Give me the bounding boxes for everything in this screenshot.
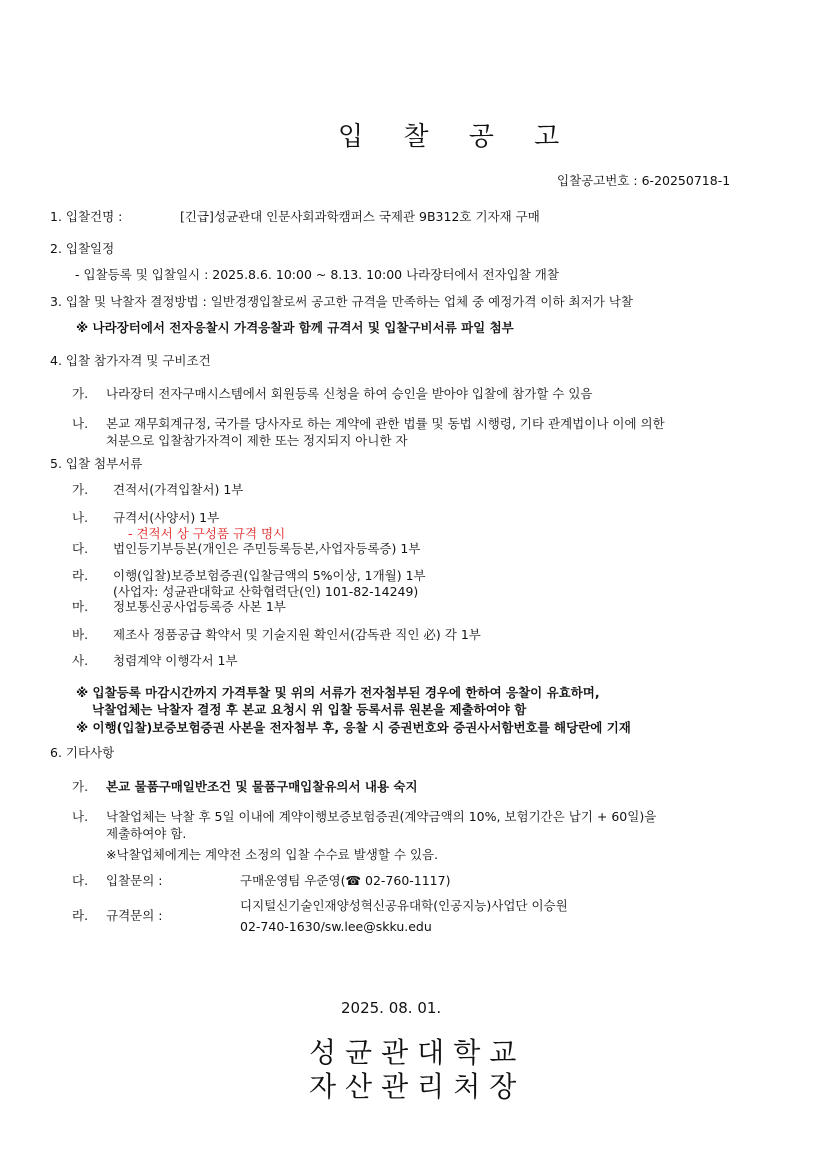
item-label: 다. (72, 873, 89, 888)
section-4-heading: 4. 입찰 참가자격 및 구비조건 (50, 353, 211, 368)
item-label: 사. (72, 653, 89, 668)
misc-item: 본교 물품구매일반조건 및 물품구매입찰유의서 내용 숙지 (106, 779, 418, 794)
issuer-university: 성균관대학교 (309, 1036, 526, 1069)
item-label: 라. (72, 568, 89, 583)
item-label: 나. (72, 416, 89, 431)
item-label: 가. (72, 482, 89, 497)
qualification-item: 본교 재무회계규정, 국가를 당사자로 하는 계약에 관한 법률 및 동법 시행령, 기타 관계법이나 이에 의한 (106, 416, 665, 431)
section-5-heading: 5. 입찰 첨부서류 (50, 456, 143, 471)
notice-date: 2025. 08. 01. (341, 999, 442, 1017)
attachment-item: 정보통신공사업등록증 사본 1부 (113, 599, 286, 614)
section-3-note: ※ 나라장터에서 전자응찰시 가격응찰과 함께 규격서 및 입찰구비서류 파일 첨부 (76, 320, 514, 335)
attachment-note: ※ 이행(입찰)보증보험증권 사본을 전자첨부 후, 응찰 시 증권번호와 증권사서함번호를 해당란에 기재 (76, 720, 631, 735)
misc-item-note: ※낙찰업체에게는 계약전 소정의 입찰 수수료 발생할 수 있음. (106, 847, 439, 862)
bid-name: [긴급]성균관대 인문사회과학캠퍼스 국제관 9B312호 기자재 구매 (180, 209, 540, 224)
item-label: 가. (72, 386, 89, 401)
notice-number: 입찰공고번호 : 6-20250718-1 (557, 173, 731, 188)
attachment-item: 견적서(가격입찰서) 1부 (113, 482, 244, 497)
purchase-contact: 구매운영팀 우준영(☎ 02-760-1117) (240, 873, 451, 888)
spec-contact-email: 02-740-1630/sw.lee@skku.edu (240, 919, 432, 934)
bid-schedule: - 입찰등록 및 입찰일시 : 2025.8.6. 10:00 ~ 8.13. 10:00 나라장터에서 전자입찰 개찰 (75, 267, 559, 282)
item-label: 바. (72, 627, 89, 642)
attachment-item: 청렴계약 이행각서 1부 (113, 653, 238, 668)
issuer-office: 자산관리처장 (309, 1070, 526, 1103)
section-2-heading: 2. 입찰일정 (50, 241, 115, 256)
qualification-item: 나라장터 전자구매시스템에서 회원등록 신청을 하여 승인을 받아야 입찰에 참가할 수 있음 (106, 386, 593, 401)
qualification-item-cont: 처분으로 입찰참가자격이 제한 또는 정지되지 아니한 자 (106, 433, 408, 448)
page-title: 입 찰 공 고 (338, 122, 576, 152)
inquiry-title: 규격문의 : (106, 908, 163, 923)
attachment-item: 법인등기부등본(개인은 주민등록등본,사업자등록증) 1부 (113, 541, 421, 556)
item-label: 마. (72, 599, 89, 614)
attachment-note: ※ 입찰등록 마감시간까지 가격투찰 및 위의 서류가 전자첨부된 경우에 한하여 응찰이 유효하며, (76, 685, 600, 700)
item-label: 라. (72, 908, 89, 923)
item-label: 나. (72, 510, 89, 525)
misc-item-cont: 제출하여야 함. (106, 826, 187, 841)
attachment-item: 이행(입찰)보증보험증권(입찰금액의 5%이상, 1개월) 1부 (113, 568, 426, 583)
section-3-heading: 3. 입찰 및 낙찰자 결정방법 : 일반경쟁입찰로써 공고한 규격을 만족하는 업체 중 예정가격 이하 최저가 낙찰 (50, 294, 633, 309)
section-6-heading: 6. 기타사항 (50, 745, 115, 760)
attachment-subnote: (사업자: 성균관대학교 산학협력단(인) 101-82-14249) (113, 584, 419, 599)
section-1-heading: 1. 입찰건명 : (50, 209, 123, 224)
inquiry-title: 입찰문의 : (106, 873, 163, 888)
spec-contact: 디지털신기술인재양성혁신공유대학(인공지능)사업단 이승원 (240, 898, 568, 913)
item-label: 나. (72, 809, 89, 824)
attachment-item: 제조사 정품공급 확약서 및 기술지원 확인서(감독관 직인 必) 각 1부 (113, 627, 481, 642)
attachment-subnote: - 견적서 상 구성품 규격 명시 (128, 526, 286, 541)
item-label: 가. (72, 779, 89, 794)
item-label: 다. (72, 541, 89, 556)
attachment-item: 규격서(사양서) 1부 (113, 510, 220, 525)
attachment-note-cont: 낙찰업체는 낙찰자 결정 후 본교 요청시 위 입찰 등록서류 원본을 제출하여야 함 (92, 702, 527, 717)
misc-item: 낙찰업체는 낙찰 후 5일 이내에 계약이행보증보험증권(계약금액의 10%, 보험기간은 납기 + 60일)을 (106, 809, 657, 824)
